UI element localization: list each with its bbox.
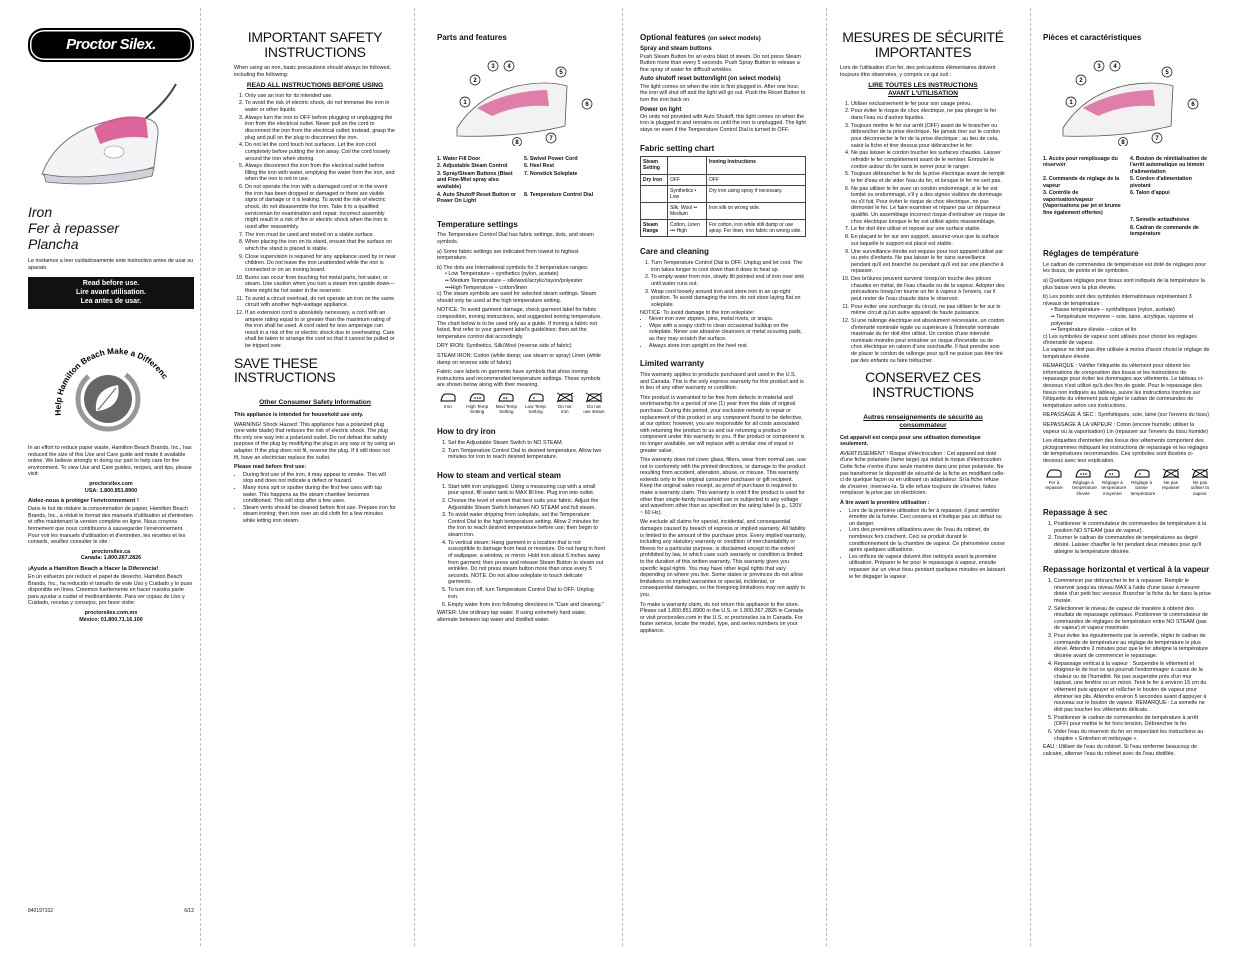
first-use-item: • Many irons spit or sputter during the first few uses with tap water. This happens as the steam chamber becomes conditioned. This will stop after a few uses. bbox=[243, 485, 396, 505]
fr-safety-item: 4. Ne pas laisser le cordon toucher les surfaces chaudes. Laisser refroidir le fer complètement avant de le remiser. Enrouler le cordon autour du fer sans le serrer pour le ranger. bbox=[851, 150, 1006, 170]
product-name-fr: Fer à repasser bbox=[28, 220, 120, 237]
dot-medium: •• Medium Temperature – silk/wool/acrylic/rayon/polyester bbox=[445, 277, 583, 284]
chart-cell: Dry iron using spray if necessary. bbox=[706, 185, 805, 202]
svg-text:5: 5 bbox=[1165, 69, 1169, 76]
notice-fr: Lire avant utilisation. bbox=[75, 289, 146, 296]
fr-read-all-heading: LIRE TOUTES LES INSTRUCTIONS AVANT L'UTILISATION bbox=[868, 81, 978, 97]
chart-header-row bbox=[641, 157, 806, 174]
product-name-en: Iron bbox=[28, 204, 53, 220]
auto-shutoff-text: The light comes on when the iron is first plugged in. After one hour, the iron will shut off and the light will go out. Push the Reset Button to turn the iron back on. bbox=[640, 83, 806, 103]
footer-codes bbox=[28, 908, 194, 914]
part-label: 3. Spray/Steam Buttons (Blast and Fine-Mist spray also available) bbox=[437, 171, 513, 190]
fr-safety-item: 2. Pour éviter le risque de choc électrique, ne pas plonger le fer dans l'eau ou d'autres liquides. bbox=[851, 108, 1006, 121]
fabric-chart-title: Fabric setting chart bbox=[640, 143, 715, 153]
fr-safety-list bbox=[840, 101, 1006, 365]
care-symbol bbox=[1189, 468, 1211, 497]
chart-row bbox=[641, 174, 806, 185]
environment-heading-es: ¡Ayude a Hamilton Beach a Hacer la Diferencia! bbox=[28, 566, 159, 573]
temperature-notice: NOTICE: To avoid garment damage, check garment label for fabric composition, ironing instructions, and suggested ironing temperature. The chart below is to be used only as a guide. If ironing a fabric not listed, first refer to your garment label's guidelines; then set the temperature control dial accordingly. bbox=[437, 307, 602, 340]
iron-symbol-icon bbox=[497, 392, 515, 403]
part-label: 7. Nonstick Soleplate bbox=[524, 171, 578, 178]
iron-symbol-icon bbox=[1133, 468, 1151, 479]
care-symbol-label: Do not use steam bbox=[583, 403, 605, 415]
svg-text:8: 8 bbox=[1121, 139, 1125, 146]
fr-first-use-list bbox=[840, 508, 1006, 581]
fr-safety-item: 6. Ne pas utiliser le fer avec un cordon endommagé, si le fer est tombé ou endommagé, s'il y a des signes visibles de dommage ou s'il fuit. Pour éviter le risque de choc électrique, ne pas démonter le fer. Le faire examiner et réparer par un dépanneur qualifié. Un assemblage incorrect risque d'entraîner un risque de choc électrique lorsque le fer est utilisé après réassemblage. bbox=[851, 186, 1006, 226]
iron-symbol-icon bbox=[1162, 468, 1180, 479]
environment-text-es: En un esfuerzo por reducir el papel de desecho, Hamilton Beach Brands, Inc., ha reducido el tamaño de este Uso y Cuidado y lo puso disponible en línea. Creemos fuertemente en hacer nuestra parte para ayudar a cuidar el medioambiente. Para ver copias de Uso y Cuidado, recetas y consejos, por favor visite: bbox=[28, 574, 193, 607]
iron-symbol-icon bbox=[1074, 468, 1092, 479]
fr-parts-diagram bbox=[1043, 46, 1203, 146]
fr-safety-item: 7. Le fer doit être utilisé et reposé sur une surface stable. bbox=[851, 226, 1006, 233]
notice-es: Lea antes de usar. bbox=[80, 297, 142, 305]
iron-symbol-icon bbox=[439, 392, 457, 403]
care-symbol bbox=[583, 392, 605, 415]
care-step: 1. Turn Temperature Control Dial to OFF. Unplug and let cool. The iron takes longer to cool down than it does to heat up. bbox=[651, 260, 806, 273]
fr-labels-text: Les étiquettes d'entretien des tissus des vêtements comportent des pictogrammes indiquant les instructions de repassage et les réglages de températures recommandés. Ces symboles sont illustrés ci-dessous avec leur explication. bbox=[1043, 438, 1209, 464]
care-symbol-label: Réglage à basse température bbox=[1130, 479, 1156, 496]
safety-intro: When using an iron, basic precautions should always be followed, including the following: bbox=[234, 65, 392, 78]
safety-item: 4. Do not let the cord touch hot surfaces. Let the iron cool completely before putting the iron away. Coil the cord loosely around the iron when storing. bbox=[245, 142, 396, 162]
fr-first-use-item: • Lors des premières utilisations avec de l'eau du robinet, de nombreux fers crachent. Ceci se produit durant le conditionnement de la chambre de vapeur. Ce phénomène cesse après quelques utilisations. bbox=[849, 527, 1006, 553]
chart-row bbox=[641, 202, 806, 219]
part-label: 2. Adjustable Steam Control bbox=[437, 163, 508, 170]
spanish-note: Le invitamos a leer cuidadosamente este instructivo antes de usar su aparato. bbox=[28, 258, 194, 271]
fr-part-label: 4. Bouton de réinitialisation de l'arrêt automatique ou témoin d'alimentation bbox=[1130, 155, 1208, 175]
svg-text:1: 1 bbox=[1069, 99, 1073, 106]
care-steps bbox=[640, 260, 806, 309]
water-note: WATER: Use ordinary tap water. If using extremely hard water, alternate between tap water and distilled water. bbox=[437, 610, 587, 623]
fr-temperature-intro: Le cadran de commandes de température est doté de réglages pour les tissus, de points et de symboles. bbox=[1043, 261, 1207, 275]
website-ca[interactable]: proctorsilex.ca bbox=[91, 548, 131, 555]
steam-steps bbox=[437, 484, 605, 609]
fr-dot-high: •••Température élevée – coton et lin bbox=[1051, 327, 1137, 334]
steam-iron-fabrics: STEAM IRON: Cotton (while damp; use steam or spray) Linen (while damp on reverse side of fabric) bbox=[437, 352, 601, 366]
fr-part-label: 1. Accès pour remplissage du réservoir bbox=[1043, 155, 1118, 169]
fabric-setting-chart bbox=[640, 156, 806, 237]
fr-household-note: Cet appareil est conçu pour une utilisation domestique seulement. bbox=[840, 434, 981, 448]
fr-temperature-b: b) Les points sont des symboles internationaux représentant 3 niveaux de température : bbox=[1043, 294, 1192, 307]
care-symbols bbox=[437, 392, 605, 415]
fold-line bbox=[826, 8, 827, 946]
chart-cell bbox=[641, 202, 668, 219]
care-symbol-label: Low Temp Setting bbox=[525, 403, 546, 415]
fr-dot-medium: •• Température moyenne – soie, laine, acrylique, rayonne et polyester bbox=[1051, 314, 1194, 327]
fr-steam-step: 1. Commencer par débrancher le fer à repasser. Remplir le réservoir jusqu'au niveau MAX à l'aide d'une tasse à mesurer dotée d'un petit bec verseur. Brancher la fiche du fer dans la prise murale. bbox=[1054, 578, 1211, 604]
fr-part-label: 7. Semelle antiadhésive bbox=[1130, 217, 1190, 224]
warranty-p4: We exclude all claims for special, incidental, and consequential damages caused by breach of express or implied warranty. All liability is limited to the amount of the purchase price. Every implied warranty, including any statutory warranty or condition of merchantability or fitness for a particular purpose, is disclaimed except to the extent prohibited by law, in which case such warranty or condition is limited to the duration of this written warranty. This warranty gives you specific legal rights. You may have other legal rights that vary depending on where you live. Some states or provinces do not allow limitations on implied warranties or special, incidental, or consequential damages, so the foregoing limitations may not apply to you. bbox=[640, 519, 806, 598]
warranty-p2: This product is warranted to be free from defects in material and workmanship for a period of one (1) year from the date of original purchase. During this period, your exclusive remedy is repair or replacement of this product or any component found to be defective, at our option; however, you are responsible for all costs associated with returning the product to us and our returning a product or component under this warranty to you. If the product or component is no longer available, we will replace with a similar one of equal or greater value. bbox=[640, 394, 805, 454]
fr-safety-item: 3. Toujours mettre le fer sur arrêt (OFF) avant de le brancher ou débrancher de la prise électrique. Ne jamais tirer sur le cordon pour déconnecter le fer de la prise électrique ; au lieu de cela, saisir la fiche et tirer dessus pour débrancher le fer. bbox=[851, 123, 1006, 149]
care-symbol bbox=[437, 392, 459, 415]
temperature-c: c) The steam symbols are used for selected steam settings. Steam should only be used at the high temperature setting. bbox=[437, 291, 597, 304]
care-symbol bbox=[1160, 468, 1182, 497]
iron-symbol-icon bbox=[527, 392, 545, 403]
fr-part-label bbox=[1043, 217, 1124, 223]
dry-iron-step: 2. Turn Temperature Control Dial to desired temperature. Allow two minutes for iron to reach desired temperature. bbox=[448, 448, 605, 461]
fr-part-label: 8. Cadran de commande de température bbox=[1130, 225, 1199, 238]
svg-text:2: 2 bbox=[473, 77, 477, 84]
dot-ranges bbox=[437, 271, 605, 291]
care-symbol-label: Ne pas utiliser la vapeur bbox=[1190, 479, 1209, 496]
first-use-item: • Steam vents should be cleaned before first use. Prepare iron for steam ironing; then iron over an old cloth for a few minutes while letting iron steam. bbox=[243, 505, 396, 525]
chart-header-cell: Ironing Instructions bbox=[706, 157, 805, 174]
fr-eau-note: EAU : Utiliser de l'eau du robinet. Si l'eau renferme beaucoup de calcaire, alterner l'eau du robinet avec de l'eau distillée. bbox=[1043, 744, 1197, 757]
svg-text:8: 8 bbox=[515, 139, 519, 146]
care-symbol bbox=[525, 392, 547, 415]
shock-warning: WARNING! Shock Hazard: This appliance has a polarized plug (one wide blade) that reduces the risk of electric shock. The plug fits only one way into a polarized outlet. Do not defeat the safety purpose of the plug by modifying the plug in any way or by using an adapter. If the plug does not fit, reverse the plug. If it still does not fit, have an electrician replace the outlet. bbox=[234, 421, 395, 461]
care-symbol-label: Réglage à température élevée bbox=[1072, 479, 1097, 496]
optional-title bbox=[640, 33, 806, 43]
fr-dot-ranges bbox=[1043, 307, 1211, 333]
other-safety-heading: Other Consumer Safety Information bbox=[259, 399, 371, 406]
svg-text:1: 1 bbox=[463, 99, 467, 106]
chart-header-cell: Steam Setting bbox=[641, 157, 668, 174]
fr-parts-title: Pièces et caractéristiques bbox=[1043, 33, 1142, 42]
cover-panel bbox=[28, 0, 194, 954]
chart-cell: Dry Iron bbox=[641, 174, 668, 185]
phone-us: USA: 1.800.851.8900 bbox=[84, 487, 138, 494]
chart-body bbox=[641, 174, 806, 237]
warranty-p5: To make a warranty claim, do not return this appliance to the store. Please call 1.800.851.8900 in the U.S. or 1.800.267.2826 in Canada or visit proctorsilex.com in the U.S. or proctorsilex.ca in Canada. For faster service, locate the model, type, and series numbers on your appliance. bbox=[640, 601, 804, 634]
care-bullets bbox=[640, 316, 806, 349]
fr-temperature-c: c) Les symboles de vapeur sont utilisés pour choisir les réglages d'intensité de vapeur. bbox=[1043, 333, 1198, 347]
fr-part-label: 6. Talon d'appui bbox=[1130, 190, 1170, 197]
iron-symbol-icon bbox=[468, 392, 486, 403]
fr-usage-panel bbox=[1043, 0, 1211, 954]
chart-row bbox=[641, 185, 806, 202]
parts-diagram bbox=[437, 46, 597, 146]
print-date: 6/12 bbox=[184, 908, 194, 914]
safety-item: 5. Always disconnect the iron from the electrical outlet before filling the iron with water, emptying the water from the iron, and when the iron is not in use. bbox=[245, 163, 396, 183]
phone-ca: Canada: 1.800.267.2826 bbox=[80, 555, 142, 562]
safety-item: 8. When placing the iron on its stand, ensure that the surface on which the stand is placed is stable. bbox=[245, 239, 396, 252]
temperature-b: b) The dots are International symbols for 3 temperature ranges: bbox=[437, 264, 589, 271]
power-light-title: Power on light bbox=[640, 106, 682, 113]
first-use-heading: Please read before first use: bbox=[234, 464, 307, 471]
leaf-emblem bbox=[36, 315, 186, 445]
chart-cell: OFF bbox=[668, 174, 707, 185]
safety-item: 10. Burns can occur from touching hot metal parts, hot water, or steam. Use caution when you turn a steam iron upside down—there might be hot water in the reservoir. bbox=[245, 275, 396, 295]
chart-header-cell bbox=[668, 157, 707, 174]
fold-line bbox=[1030, 8, 1031, 946]
fr-remarque: REMARQUE : Vérifier l'étiquette du vêtement pour obtenir les informations de composition des tissus et les instructions de repassage pour éviter les dommages aux vêtements. Le tableau ci-dessous n'est utilisé qu'à des fins de guide. Pour le repassage des tissus non indiqués au tableau, suivre les instructions inscrites sur l'étiquette du vêtement puis régler le cadran de commandes de température selon ces instructions. bbox=[1043, 363, 1204, 409]
parts-title: Parts and features bbox=[437, 33, 507, 42]
dot-low: • Low Temperature – synthetics (nylon, acetate) bbox=[445, 271, 559, 278]
fr-safety-item: 9. Une surveillance étroite est requise pour tout appareil utilisé par ou près d'enfants. Ne pas laisser le fer sans surveillance pendant qu'il est branché ou pendant qu'il est sur une planche à repasser. bbox=[851, 249, 1006, 275]
fr-steam-step: 4. Repassage vertical à la vapeur : Suspendre le vêtement et éloignez-le de tout ce qui pourrait l'endommager à cause de la chaleur ou de l'humidité. Ne pas suspendre près d'un mur tapissé, une fenêtre ou un miroir. Tenir le fer à environ 15 cm du vêtement puis appuyer et relâcher le bouton de vapeur pour éliminer les plis. Attendre environ 5 secondes avant d'appuyer à nouveau sur le bouton de vapeur. REMARQUE : La semelle ne doit pas toucher les vêtements délicats. bbox=[1054, 661, 1211, 714]
care-panel bbox=[640, 0, 806, 954]
chart-cell: For cotton, iron while still damp or use spray. For linen, iron fabric on wrong side. bbox=[706, 220, 805, 237]
steam-step: 1. Start with iron unplugged. Using a measuring cup with a small pour spout, fill water tank to MAX fill line. Plug iron into outlet. bbox=[448, 484, 605, 497]
steam-step: 2. Choose the level of steam that best suits your fabric. Adjust the Adjustable Steam Switch between NO STEAM and full steam. bbox=[448, 498, 605, 511]
dry-iron-fabrics: DRY IRON: Synthetics, Silk/Wool (reverse side of fabric) bbox=[437, 343, 572, 350]
chart-cell: Cotton, Linen ••• High bbox=[668, 220, 707, 237]
website-mx[interactable]: proctorsilex.com.mx bbox=[84, 610, 138, 617]
notice-en: Read before use. bbox=[82, 280, 140, 288]
environment-text-en: In an effort to reduce paper waste, Hamilton Beach Brands, Inc., has reduced the size of this Use and Care guide and made it available online. We believe strongly in doing our part to help care for the environment. To view Use and Care guides, recipes, and tips, please visit: bbox=[28, 445, 192, 478]
fr-safety-item: 5. Toujours débrancher le fer de la prise électrique avant de remplir le fer d'eau et de vider l'eau du fer, et lorsque le fer ne sert pas. bbox=[851, 171, 1006, 184]
fr-temperature-a: a) Quelques réglages pour tissus sont indiqués de la température la plus basse vers la plus élevée. bbox=[1043, 278, 1205, 291]
brand-logo bbox=[28, 28, 194, 62]
optional-title-note: (on select models) bbox=[708, 36, 761, 42]
fr-dot-low: • Basse température – synthétiques (nylon, acétate) bbox=[1051, 307, 1175, 314]
fr-first-use-item: • Les orifices de vapeur doivent être nettoyés avant la première utilisation. Préparer le fer pour le repassage à vapeur, ensuite repasser sur un vieux tissu pendant quelques minutes en laissant le fer dégager la vapeur. bbox=[849, 554, 1006, 580]
steam-title: How to steam and vertical steam bbox=[437, 470, 562, 480]
brand-logo-text: Proctor Silex. bbox=[66, 35, 156, 53]
care-step: 3. Wrap cord loosely around iron and store iron in an up-right position. To avoid damaging the iron, do not store laying flat on soleplate. bbox=[651, 289, 806, 309]
safety-title: IMPORTANT SAFETY INSTRUCTIONS bbox=[247, 29, 383, 60]
fr-shock-warning: AVERTISSEMENT ! Risque d'électrocution : Cet appareil est doté d'une fiche polarisée (lame large) qui réduit le risque d'électrocution. Cette fiche n'entre d'une seule manière dans une prise polarisée. Ne pas transformer le dispositif de sécurité de la fiche en modifiant celle-ci de quelque façon ou en utilisant un adaptateur. Si la fiche refuse de s'insérer, inversez-la. Si elle refuse toujours de s'insérer, faites remplacer la prise par un électricien. bbox=[840, 450, 1006, 497]
environment-text-fr: Dans le but de réduire la consommation de papier, Hamilton Beach Brands, Inc., a réduit le format des manuels d'utilisation et d'entretien et offre maintenant la version complète en ligne. Nous croyons fermement que nous contribuons à sauvegarder l'environnement. Pour voir les manuels d'utilisation et d'entretien, les recettes et les conseils, veuillez consulter le site : bbox=[28, 506, 193, 546]
chart-cell: Silk, Wool •• Medium bbox=[668, 202, 707, 219]
fr-dry-step: 2. Tourner le cadran de commandes de températures au degré désiré. Laisser chauffer le fer pendant deux minutes pour qu'il atteigne la température désirée. bbox=[1054, 535, 1211, 555]
warranty-title: Limited warranty bbox=[640, 359, 705, 369]
fr-repassage-sec: REPASSAGE À SEC : Synthétiques, soie, laine (sur l'envers du tissu) bbox=[1043, 412, 1210, 419]
iron-symbol-icon bbox=[585, 392, 603, 403]
first-use-item: • During first use of the iron, it may appear to smoke. This will stop and does not indicate a defect or hazard. bbox=[243, 472, 396, 485]
svg-text:5: 5 bbox=[559, 69, 563, 76]
dry-iron-steps bbox=[437, 440, 605, 461]
iron-symbol-icon bbox=[556, 392, 574, 403]
safety-item: 9. Close supervision is required for any appliance used by or near children. Do not leave the iron unattended while the iron is connected or on an ironing board. bbox=[245, 254, 396, 274]
chart-cell bbox=[641, 185, 668, 202]
fr-safety-intro: Lors de l'utilisation d'un fer, des précautions élémentaires doivent toujours être observées, y compris ce qui suit : bbox=[840, 65, 996, 78]
fr-first-use-heading: À lire avant la première utilisation : bbox=[840, 500, 930, 507]
care-symbol bbox=[1072, 468, 1097, 497]
save-instructions: SAVE THESE INSTRUCTIONS bbox=[234, 354, 336, 386]
fr-steam-step: 2. Sélectionner le niveau de vapeur de manière à obtenir des résultats de repassage optimaux. Positionner le commutateur de commandes de réglages de température entre NO STEAM (pas de vapeur) et vapeur maximale. bbox=[1054, 606, 1211, 632]
fr-steam-step: 3. Pour éviter les égouttements par la semelle, régler le cadran de commande de température au réglage de température le plus élevé. Attendre 2 minutes pour que le fer atteigne la température désirée avant de commencer le repassage. bbox=[1054, 633, 1211, 659]
svg-text:4: 4 bbox=[507, 63, 511, 70]
fr-safety-item: 10. Des brûlures peuvent survenir lorsqu'on touche des pièces chaudes en métal, de l'eau chaude ou de la vapeur. Adopter des précautions lorsqu'on tourne un fer à vapeur à l'envers, car il peut rester de l'eau chaude dans le réservoir. bbox=[851, 276, 1006, 302]
household-note: This appliance is intended for household use only. bbox=[234, 412, 364, 419]
care-symbol bbox=[495, 392, 517, 415]
fr-part-label: 2. Commande de réglage de la vapeur bbox=[1043, 176, 1120, 189]
fold-line bbox=[200, 8, 201, 946]
svg-text:6: 6 bbox=[1191, 101, 1195, 108]
care-title: Care and cleaning bbox=[640, 247, 709, 257]
fr-safety-title: MESURES DE SÉCURITÉ IMPORTANTES bbox=[842, 29, 1004, 60]
dot-high: •••High Temperature – cotton/linen bbox=[445, 284, 527, 291]
svg-text:7: 7 bbox=[549, 135, 553, 142]
warranty-p1: This warranty applies to products purchased and used in the U.S. and Canada. This is the only express warranty for this product and is in lieu of any other warranty or condition. bbox=[640, 371, 804, 392]
fr-dry-step: 1. Positionner le commutateur de commandes de température à la position NO STEAM (pas de vapeur). bbox=[1054, 521, 1211, 534]
svg-text:4: 4 bbox=[1113, 63, 1117, 70]
svg-text:3: 3 bbox=[491, 63, 495, 70]
fr-steam-steps bbox=[1043, 578, 1211, 742]
power-light-text: On units not provided with Auto Shutoff, this light comes on when the iron is plugged in and remains on until the iron is unplugged. The light stays on even if the Temperature Control Dial is turned to OFF. bbox=[640, 113, 806, 133]
iron-symbol-icon bbox=[1045, 468, 1063, 479]
care-symbol-label: Réglage à température moyenne bbox=[1101, 479, 1127, 496]
fr-steam-step: 5. Positionner le cadran de commandes de température à arrêt (OFF) pour mettre le fer hors tension. Débrancher le fer. bbox=[1054, 715, 1211, 728]
fr-part-label: 5. Cordon d'alimentation pivotant bbox=[1130, 176, 1192, 189]
svg-text:2: 2 bbox=[1079, 77, 1083, 84]
part-label: 8. Temperature Control Dial bbox=[524, 191, 594, 198]
care-symbol bbox=[466, 392, 488, 415]
temperature-a: a) Some fabric settings are indicated from lowest to highest temperature. bbox=[437, 248, 579, 262]
care-symbol bbox=[554, 392, 576, 415]
safety-item: 3. Always turn the iron to OFF before plugging or unplugging the iron from the electrical outlet. Never pull on the cord to disconnect the iron from the electrical outlet; instead, grasp the plug and pull on the plug to disconnect the iron. bbox=[245, 115, 396, 141]
part-label: 5. Swivel Power Cord bbox=[524, 155, 578, 162]
care-bullet: • Never iron over zippers, pins, metal rivets, or snaps. bbox=[649, 316, 806, 323]
fr-steam-title: Repassage horizontal et vertical à la vapeur bbox=[1043, 565, 1210, 575]
fr-first-use-item: • Lors de la première utilisation du fer à repasser, il peut sembler émettre de la fumée. Ceci cessera et n'indique pas un défaut ou un danger. bbox=[849, 508, 1006, 528]
chart-cell: Iron silk on wrong side. bbox=[706, 202, 805, 219]
fr-other-safety-heading: Autres renseignements de sécurité au consommateur bbox=[863, 413, 983, 429]
fr-save-instructions: CONSERVEZ CES INSTRUCTIONS bbox=[865, 369, 981, 400]
iron-symbol-icon bbox=[1191, 468, 1209, 479]
spray-text: Push Steam Button for an extra blast of steam. Do not press Steam Button more than every 5 seconds. Push Spray Button to release a fine spray of water for difficult wrinkles. bbox=[640, 53, 801, 73]
steam-step: 4. To vertical steam: Hang garment in a location that is not susceptible to damage from heat or moisture. Do not hang in front of wallpaper, a window, or mirror. Hold iron about 6 inches away from garment; then press and release Steam Button to steam out wrinkles. Do not press steam button more than once every 5 seconds. NOTE: Do not allow soleplate to touch delicate garments. bbox=[448, 540, 605, 586]
fr-dry-steps bbox=[1043, 521, 1211, 555]
chart-cell: OFF bbox=[706, 174, 805, 185]
chart-row bbox=[641, 220, 806, 237]
website-us[interactable]: proctorsilex.com bbox=[89, 481, 133, 488]
phone-mx: México: 01.800.71.16.100 bbox=[79, 616, 143, 623]
fr-part-label: 3. Contrôle de vaporisation/vapeur (Vaporisations par jet et brume fine également offertes) bbox=[1043, 190, 1121, 216]
environment-heading-fr: Aidez-nous à protéger l'environnement ! bbox=[28, 498, 139, 505]
iron-photo bbox=[34, 72, 184, 192]
product-name-es: Plancha bbox=[28, 236, 79, 253]
fold-line bbox=[414, 8, 415, 946]
safety-list bbox=[234, 93, 396, 350]
iron-symbol-icon bbox=[1103, 468, 1121, 479]
care-bullet: • Wipe with a soapy cloth to clean occasional buildup on the soleplate. Never use abrasive cleansers or metal scouring pads, as they may scratch the surface. bbox=[649, 323, 806, 343]
care-symbol-label: Fer à repasser bbox=[1045, 479, 1063, 491]
auto-shutoff-title: Auto shutoff reset button/light (on select models) bbox=[640, 76, 781, 83]
safety-item: 6. Do not operate the iron with a damaged cord or in the event the iron has been dropped or damaged or there are visible signs of damage or it is leaking. To avoid the risk of electric shock, do not disassemble the iron. Take it to a qualified serviceman for examination and repair. Incorrect assembly might result in a risk of fire or electric shock when the iron is used after reassembly. bbox=[245, 184, 396, 230]
fr-safety-panel bbox=[840, 0, 1006, 954]
optional-title-text: Optional features bbox=[640, 33, 706, 42]
warranty-p3: This warranty does not cover glass, filters, wear from normal use, use not in conformity with the printed directions, or damage to the product resulting from accident, alteration, abuse, or misuse. This warranty extends only to the original consumer purchaser or gift recipient. Keep the original sales receipt, as proof of purchase is required to make a warranty claim. This warranty is void if the product is used for other than single-family household use or subjected to any voltage and waveform other than as specified on the rating label (e.g., 120V ~ 60 Hz). bbox=[640, 457, 806, 516]
chart-cell: Synthetics • Low bbox=[668, 185, 707, 202]
fold-line bbox=[622, 8, 623, 946]
part-label: 4. Auto Shutoff Reset Button or Power On Light bbox=[437, 191, 516, 205]
fr-steam-step: 6. Vider l'eau du réservoir du fer en respectant les instructions au chapitre « Entretien et nettoyage ». bbox=[1054, 729, 1211, 742]
read-before-use-bar bbox=[28, 277, 194, 309]
fr-safety-item: 11. Pour éviter une surcharge du circuit, ne pas utiliser le fer sur le même circuit qu'un autre appareil de haute puissance. bbox=[851, 304, 1006, 317]
safety-item: 2. To avoid the risk of electric shock, do not immerse the iron in water or other liquids. bbox=[245, 100, 396, 113]
product-names bbox=[28, 204, 194, 252]
first-use-list bbox=[234, 472, 396, 525]
steam-step: 6. Empty water from iron following directions in "Care and cleaning." bbox=[448, 602, 605, 609]
safety-item: 11. To avoid a circuit overload, do not operate an iron on the same circuit with another high-wattage appliance. bbox=[245, 296, 396, 309]
fr-temperature-title: Réglages de température bbox=[1043, 249, 1139, 259]
safety-item: 7. The iron must be used and rested on a stable surface. bbox=[245, 232, 396, 239]
parts-list bbox=[437, 156, 605, 206]
fr-dry-title: Repassage à sec bbox=[1043, 508, 1108, 518]
care-symbol bbox=[1043, 468, 1065, 497]
care-symbol-label: Do not iron bbox=[557, 403, 572, 415]
care-symbol-label: High Temp Setting bbox=[466, 403, 489, 415]
part-label: 1. Water Fill Door bbox=[437, 155, 481, 162]
temperature-settings-title: Temperature settings bbox=[437, 219, 518, 229]
care-symbol bbox=[1130, 468, 1156, 497]
safety-item: 12. If an extension cord is absolutely necessary, a cord with an ampere rating equal to or greater than the maximum rating of the iron shall be used. A cord rated for less amperage can result in a risk of fire or electric shock due to overheating. Care shall be taken to arrange the cord so that it cannot be pulled or be tripped over. bbox=[245, 310, 396, 350]
svg-text:3: 3 bbox=[1097, 63, 1101, 70]
care-symbol-label: Iron bbox=[444, 403, 452, 409]
fr-repassage-vapeur: REPASSAGE À LA VAPEUR : Coton (encore humide; utiliser la vapeur ou la vaporisation) Lin (repasser sur l'envers du tissu humide) bbox=[1043, 421, 1208, 435]
safety-panel bbox=[234, 0, 396, 954]
care-bullet: • Always store iron upright on the heel rest. bbox=[649, 343, 806, 350]
care-labels-text: Fabric care labels on garments have symbols that show ironing instructions and recommended temperature settings. These symbols are shown below along with their meaning. bbox=[437, 369, 601, 389]
usage-panel bbox=[437, 0, 605, 954]
part-label: 6. Heel Rest bbox=[524, 163, 555, 170]
leaf-slogan: Help Hamilton Beach Make a Difference! bbox=[53, 346, 170, 416]
part-number: 840197102 bbox=[28, 908, 54, 914]
fr-safety-item: 1. Utiliser exclusivement le fer pour son usage prévu. bbox=[851, 101, 1006, 108]
safety-item: 1. Only use an iron for its intended use. bbox=[245, 93, 396, 100]
dry-iron-step: 1. Set the Adjustable Steam Switch to NO STEAM. bbox=[448, 440, 605, 447]
svg-text:6: 6 bbox=[585, 101, 589, 108]
fr-parts-list bbox=[1043, 156, 1211, 239]
temperature-intro: The Temperature Control Dial has fabric settings, dots, and steam symbols. bbox=[437, 232, 594, 246]
care-symbol-label: Med Temp Setting bbox=[495, 403, 518, 415]
svg-text:7: 7 bbox=[1155, 135, 1159, 142]
read-all-heading: READ ALL INSTRUCTIONS BEFORE USING bbox=[246, 81, 384, 89]
dry-iron-title: How to dry iron bbox=[437, 427, 496, 437]
fr-safety-item: 12. Si une rallonge électrique est absolument nécessaire, un cordon d'intensité nominale égale ou supérieure à l'intensité nominale maximale du fer doit être utilisé. Un cordon d'une intensité nominale moindre peut entraîner un risque d'incendie ou de choc électrique en raison d'une surchauffe. Il faut prendre soin de placer le cordon de rallonge pour qu'il ne puisse pas être tiré par des enfants ou faire trébucher. bbox=[851, 318, 1006, 364]
care-symbol bbox=[1101, 468, 1127, 497]
care-step: 2. To empty water from iron, slowly tilt pointed end of iron over sink until water runs out. bbox=[651, 274, 806, 287]
fr-temperature-d: La vapeur ne doit pas être utilisée à moins d'avoir choisi le réglage de température élevée. bbox=[1043, 347, 1210, 360]
fr-care-symbols bbox=[1043, 468, 1211, 497]
chart-cell: Steam Range bbox=[641, 220, 668, 237]
steam-step: 3. To avoid water dripping from soleplate, set the Temperature Control Dial to the high temperature setting. Allow 2 minutes for the iron to reach desired temperature before use; then begin to steam iron. bbox=[448, 512, 605, 538]
care-notice: NOTICE: To avoid damage to the iron soleplate: bbox=[640, 309, 755, 316]
steam-step: 5. To turn iron off, turn Temperature Control Dial to OFF. Unplug iron. bbox=[448, 587, 605, 600]
fr-safety-item: 8. En plaçant le fer sur son support, assurez-vous que la surface sur laquelle le support est placé est stable. bbox=[851, 234, 1006, 247]
care-symbol-label: Ne pas repasser bbox=[1161, 479, 1180, 491]
spray-title: Spray and steam buttons bbox=[640, 46, 712, 53]
fr-part-label bbox=[1043, 225, 1124, 238]
